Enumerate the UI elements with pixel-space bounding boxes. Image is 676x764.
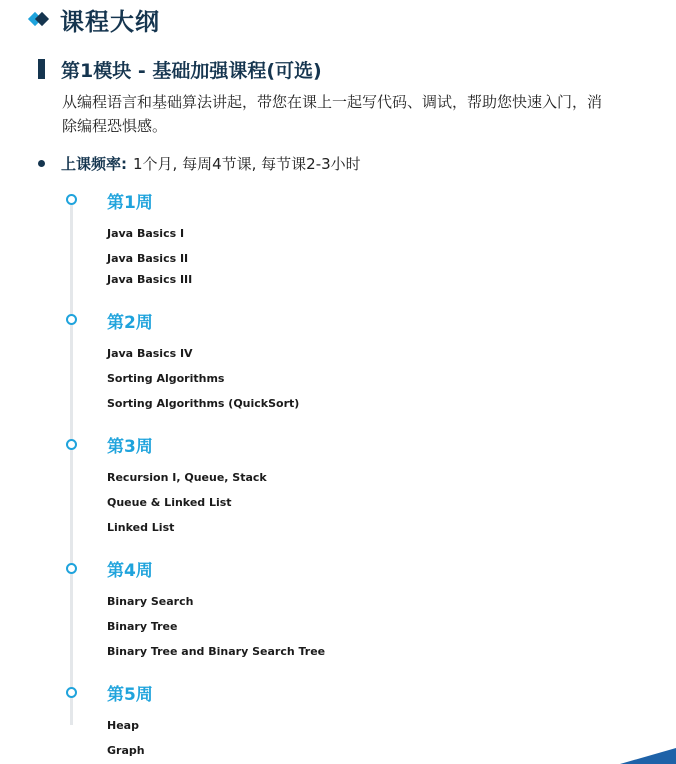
bar-icon (38, 59, 45, 79)
lesson-item: Sorting Algorithms (QuickSort) (107, 397, 300, 410)
lesson-item: Queue & Linked List (107, 496, 232, 509)
circle-marker-icon (66, 439, 77, 450)
module-header (38, 57, 322, 81)
lesson-item: Heap (107, 719, 139, 732)
circle-marker-icon (66, 194, 77, 205)
circle-marker-icon (66, 563, 77, 574)
week-title: 第3周 (107, 437, 153, 457)
frequency-item (38, 152, 361, 174)
frequency-label: 上课频率: (61, 154, 127, 173)
page-header (28, 4, 160, 34)
circle-marker-icon (66, 687, 77, 698)
corner-decoration (620, 748, 676, 764)
circle-marker-icon (66, 314, 77, 325)
lesson-item: Java Basics II (107, 252, 189, 265)
module-title: 第1模块 - 基础加强课程(可选) (61, 59, 322, 82)
diamond-icon (28, 8, 50, 30)
lesson-item: Sorting Algorithms (107, 372, 225, 385)
week-title: 第5周 (107, 685, 153, 705)
lesson-item: Binary Search (107, 595, 194, 608)
lesson-item: Binary Tree and Binary Search Tree (107, 645, 326, 658)
frequency-value: 1个月, 每周4节课, 每节课2-3小时 (133, 154, 361, 173)
week-title: 第1周 (107, 193, 153, 213)
module-description: 从编程语言和基础算法讲起，带您在课上一起写代码、调试，帮助您快速入门，消除编程恐惧感。 (62, 93, 603, 135)
lesson-item: Graph (107, 744, 145, 757)
lesson-item: Linked List (107, 521, 175, 534)
timeline-line (70, 205, 73, 725)
week-title: 第4周 (107, 561, 153, 581)
week-title: 第2周 (107, 313, 153, 333)
lesson-item: Java Basics IV (107, 347, 193, 360)
lesson-item: Java Basics I (107, 227, 185, 240)
page-title: 课程大纲 (60, 7, 160, 36)
lesson-item: Recursion I, Queue, Stack (107, 471, 267, 484)
lesson-item: Binary Tree (107, 620, 178, 633)
dot-icon (38, 160, 45, 167)
lesson-item: Java Basics III (107, 273, 193, 286)
